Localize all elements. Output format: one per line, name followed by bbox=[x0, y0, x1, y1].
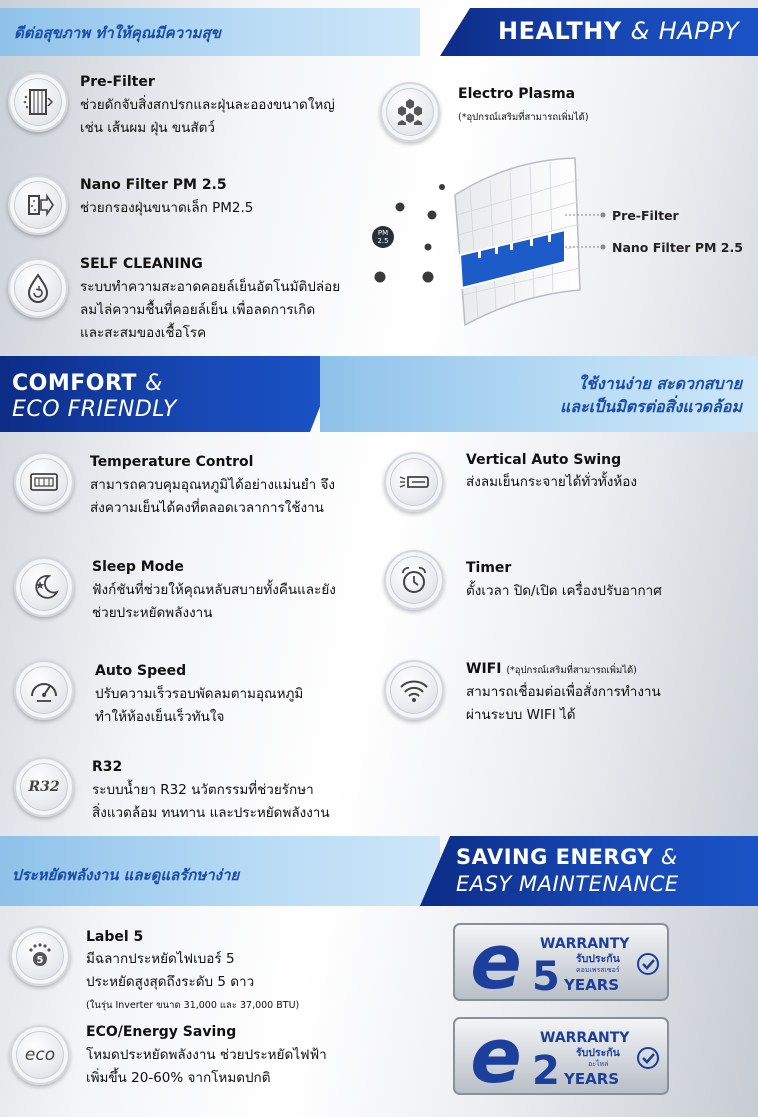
eco-desc-2: เพิ่มขึ้น 20-60% จากโหมดปกติ bbox=[86, 1070, 271, 1086]
section1-header-band bbox=[0, 8, 758, 56]
filter-illustration bbox=[360, 150, 650, 350]
r32-icon-text: R32 bbox=[28, 779, 60, 795]
nano-filter-desc: ช่วยกรองฝุ่นขนาดเล็ก PM2.5 bbox=[80, 200, 254, 216]
section1-thai-title: ดีต่อสุขภาพ ทำให้คุณมีความสุข bbox=[14, 24, 221, 42]
pre-filter-title: Pre-Filter bbox=[80, 74, 155, 90]
label5-icon bbox=[10, 926, 70, 986]
sleep-mode-icon bbox=[14, 557, 74, 617]
wifi-desc-2: ผ่านระบบ WIFI ได้ bbox=[466, 707, 576, 723]
section2-header-band bbox=[0, 356, 758, 432]
eco-icon-text: eco bbox=[24, 1045, 56, 1065]
temperature-control-desc-2: ส่งความเย็นได้คงที่ตลอดเวลาการใช้งาน bbox=[90, 500, 324, 516]
temperature-control-title: Temperature Control bbox=[90, 454, 254, 470]
title-saving-energy: SAVING ENERGY bbox=[456, 845, 654, 869]
eco-title: ECO/Energy Saving bbox=[86, 1024, 237, 1040]
warranty-2-thai1: รับประกัน bbox=[576, 1047, 620, 1059]
label-prefilter: Pre-Filter bbox=[612, 208, 679, 223]
section2-title-line2: ECO FRIENDLY bbox=[12, 397, 177, 422]
title-amp: & bbox=[630, 17, 650, 45]
timer-desc: ตั้งเวลา ปิด/เปิด เครื่องปรับอากาศ bbox=[466, 583, 662, 599]
pre-filter-desc-1: ช่วยดักจับสิ่งสกปรกและฝุ่นละอองขนาดใหญ่ bbox=[80, 97, 335, 113]
vertical-swing-desc: ส่งลมเย็นกระจายได้ทั่วทั้งห้อง bbox=[466, 474, 637, 490]
wifi-title bbox=[466, 661, 637, 678]
sleep-mode-title: Sleep Mode bbox=[92, 559, 184, 575]
section1-title bbox=[498, 17, 739, 45]
title-happy: HAPPY bbox=[658, 17, 740, 45]
plasma-icon bbox=[380, 82, 440, 142]
r32-desc-2: สิ่งแวดล้อม ทนทาน และประหยัดพลังงาน bbox=[92, 805, 330, 821]
auto-speed-icon bbox=[14, 660, 74, 720]
sleep-mode-desc-2: ช่วยประหยัดพลังงาน bbox=[92, 605, 213, 621]
auto-speed-desc-2: ทำให้ห้องเย็นเร็วทันใจ bbox=[95, 709, 225, 725]
r32-desc-1: ระบบน้ำยา R32 นวัตกรรมที่ช่วยรักษา bbox=[92, 782, 314, 798]
section3-thai-title: ประหยัดพลังงาน และดูแลรักษาง่าย bbox=[12, 866, 240, 884]
eco-icon bbox=[10, 1025, 70, 1085]
timer-title: Timer bbox=[466, 560, 512, 576]
title-comfort: COMFORT bbox=[12, 371, 137, 396]
r32-title: R32 bbox=[92, 759, 123, 775]
warranty-5-thai1: รับประกัน bbox=[576, 953, 620, 965]
nano-filter-icon bbox=[8, 175, 68, 235]
pm-badge-line1: PM bbox=[377, 229, 389, 237]
warranty-badge-5-years bbox=[452, 922, 670, 1002]
title-healthy: HEALTHY bbox=[498, 17, 622, 45]
wifi-title-note: (*อุปกรณ์เสริมที่สามารถเพิ่มได้) bbox=[506, 665, 637, 676]
section2-title-line1 bbox=[12, 371, 163, 396]
temperature-control-desc-1: สามารถควบคุมอุณหภูมิได้อย่างแม่นยำ จึง bbox=[90, 477, 336, 493]
section3-header-band bbox=[0, 836, 758, 906]
section3-title-line1 bbox=[456, 845, 678, 869]
warranty-2-years: YEARS bbox=[564, 1070, 620, 1088]
label5-note: (ในรุ่น Inverter ขนาด 31,000 และ 37,000 BTU) bbox=[86, 1000, 300, 1011]
warranty-5-word: WARRANTY bbox=[540, 936, 630, 952]
pre-filter-desc-2: เช่น เส้นผม ฝุ่น ขนสัตว์ bbox=[80, 120, 215, 136]
warranty-2-thai2: อะไหล่ bbox=[588, 1060, 609, 1068]
label5-title: Label 5 bbox=[86, 929, 144, 945]
warranty-2-number: 2 bbox=[532, 1048, 560, 1094]
self-cleaning-title: SELF CLEANING bbox=[80, 256, 203, 272]
filter-diagram bbox=[360, 150, 650, 350]
auto-speed-title: Auto Speed bbox=[95, 663, 187, 679]
label-nano-filter: Nano Filter PM 2.5 bbox=[612, 240, 743, 255]
self-cleaning-icon bbox=[8, 258, 68, 318]
temperature-control-icon bbox=[14, 452, 74, 512]
timer-icon bbox=[384, 550, 444, 610]
pm-badge-line2: 2.5 bbox=[377, 237, 389, 245]
warranty-2-word: WARRANTY bbox=[540, 1030, 630, 1046]
self-cleaning-desc-2: ลมไล่ความชื้นที่คอยล์เย็น เพื่อลดการเกิด bbox=[80, 302, 316, 318]
wifi-desc-1: สามารถเชื่อมต่อเพื่อสั่งการทำงาน bbox=[466, 684, 661, 700]
r32-icon bbox=[14, 757, 74, 817]
sleep-mode-desc-1: ฟังก์ชันที่ช่วยให้คุณหลับสบายทั้งคืนและยัง bbox=[92, 582, 336, 598]
plasma-title: Electro Plasma bbox=[458, 86, 576, 102]
wifi-icon bbox=[384, 660, 444, 720]
section2-thai-line1: ใช้งานง่าย สะดวกสบาย bbox=[578, 374, 742, 393]
title-amp: & bbox=[145, 371, 163, 396]
warranty-badge-2-years bbox=[452, 1016, 670, 1096]
wifi-title-text: WIFI bbox=[466, 661, 502, 677]
warranty-5-letter: e bbox=[470, 922, 522, 1002]
section2-thai-line2: และเป็นมิตรต่อสิ่งแวดล้อม bbox=[559, 397, 742, 416]
nano-filter-title: Nano Filter PM 2.5 bbox=[80, 177, 227, 193]
vertical-swing-icon bbox=[384, 452, 444, 512]
self-cleaning-desc-1: ระบบทำความสะอาดคอยล์เย็นอัตโนมัติปล่อย bbox=[80, 279, 341, 295]
warranty-5-years: YEARS bbox=[564, 976, 620, 994]
label5-desc-2: ประหยัดสูงสุดถึงระดับ 5 ดาว bbox=[86, 974, 255, 990]
label5-icon-number: 5 bbox=[36, 955, 44, 966]
warranty-2-letter: e bbox=[470, 1016, 522, 1096]
auto-speed-desc-1: ปรับความเร็วรอบพัดลมตามอุณหภูมิ bbox=[95, 686, 304, 702]
pre-filter-icon bbox=[8, 72, 68, 132]
eco-desc-1: โหมดประหยัดพลังงาน ช่วยประหยัดไฟฟ้า bbox=[86, 1047, 327, 1063]
self-cleaning-desc-3: และสะสมของเชื้อโรค bbox=[80, 325, 207, 341]
plasma-note: (*อุปกรณ์เสริมที่สามารถเพิ่มได้) bbox=[458, 112, 589, 123]
warranty-5-number: 5 bbox=[532, 954, 560, 1000]
label5-desc-1: มีฉลากประหยัดไฟเบอร์ 5 bbox=[86, 951, 235, 967]
warranty-5-thai2: คอมเพรสเซอร์ bbox=[576, 966, 620, 974]
section3-title-line2: EASY MAINTENANCE bbox=[456, 872, 679, 896]
vertical-swing-title: Vertical Auto Swing bbox=[466, 452, 622, 468]
title-amp: & bbox=[660, 845, 678, 869]
